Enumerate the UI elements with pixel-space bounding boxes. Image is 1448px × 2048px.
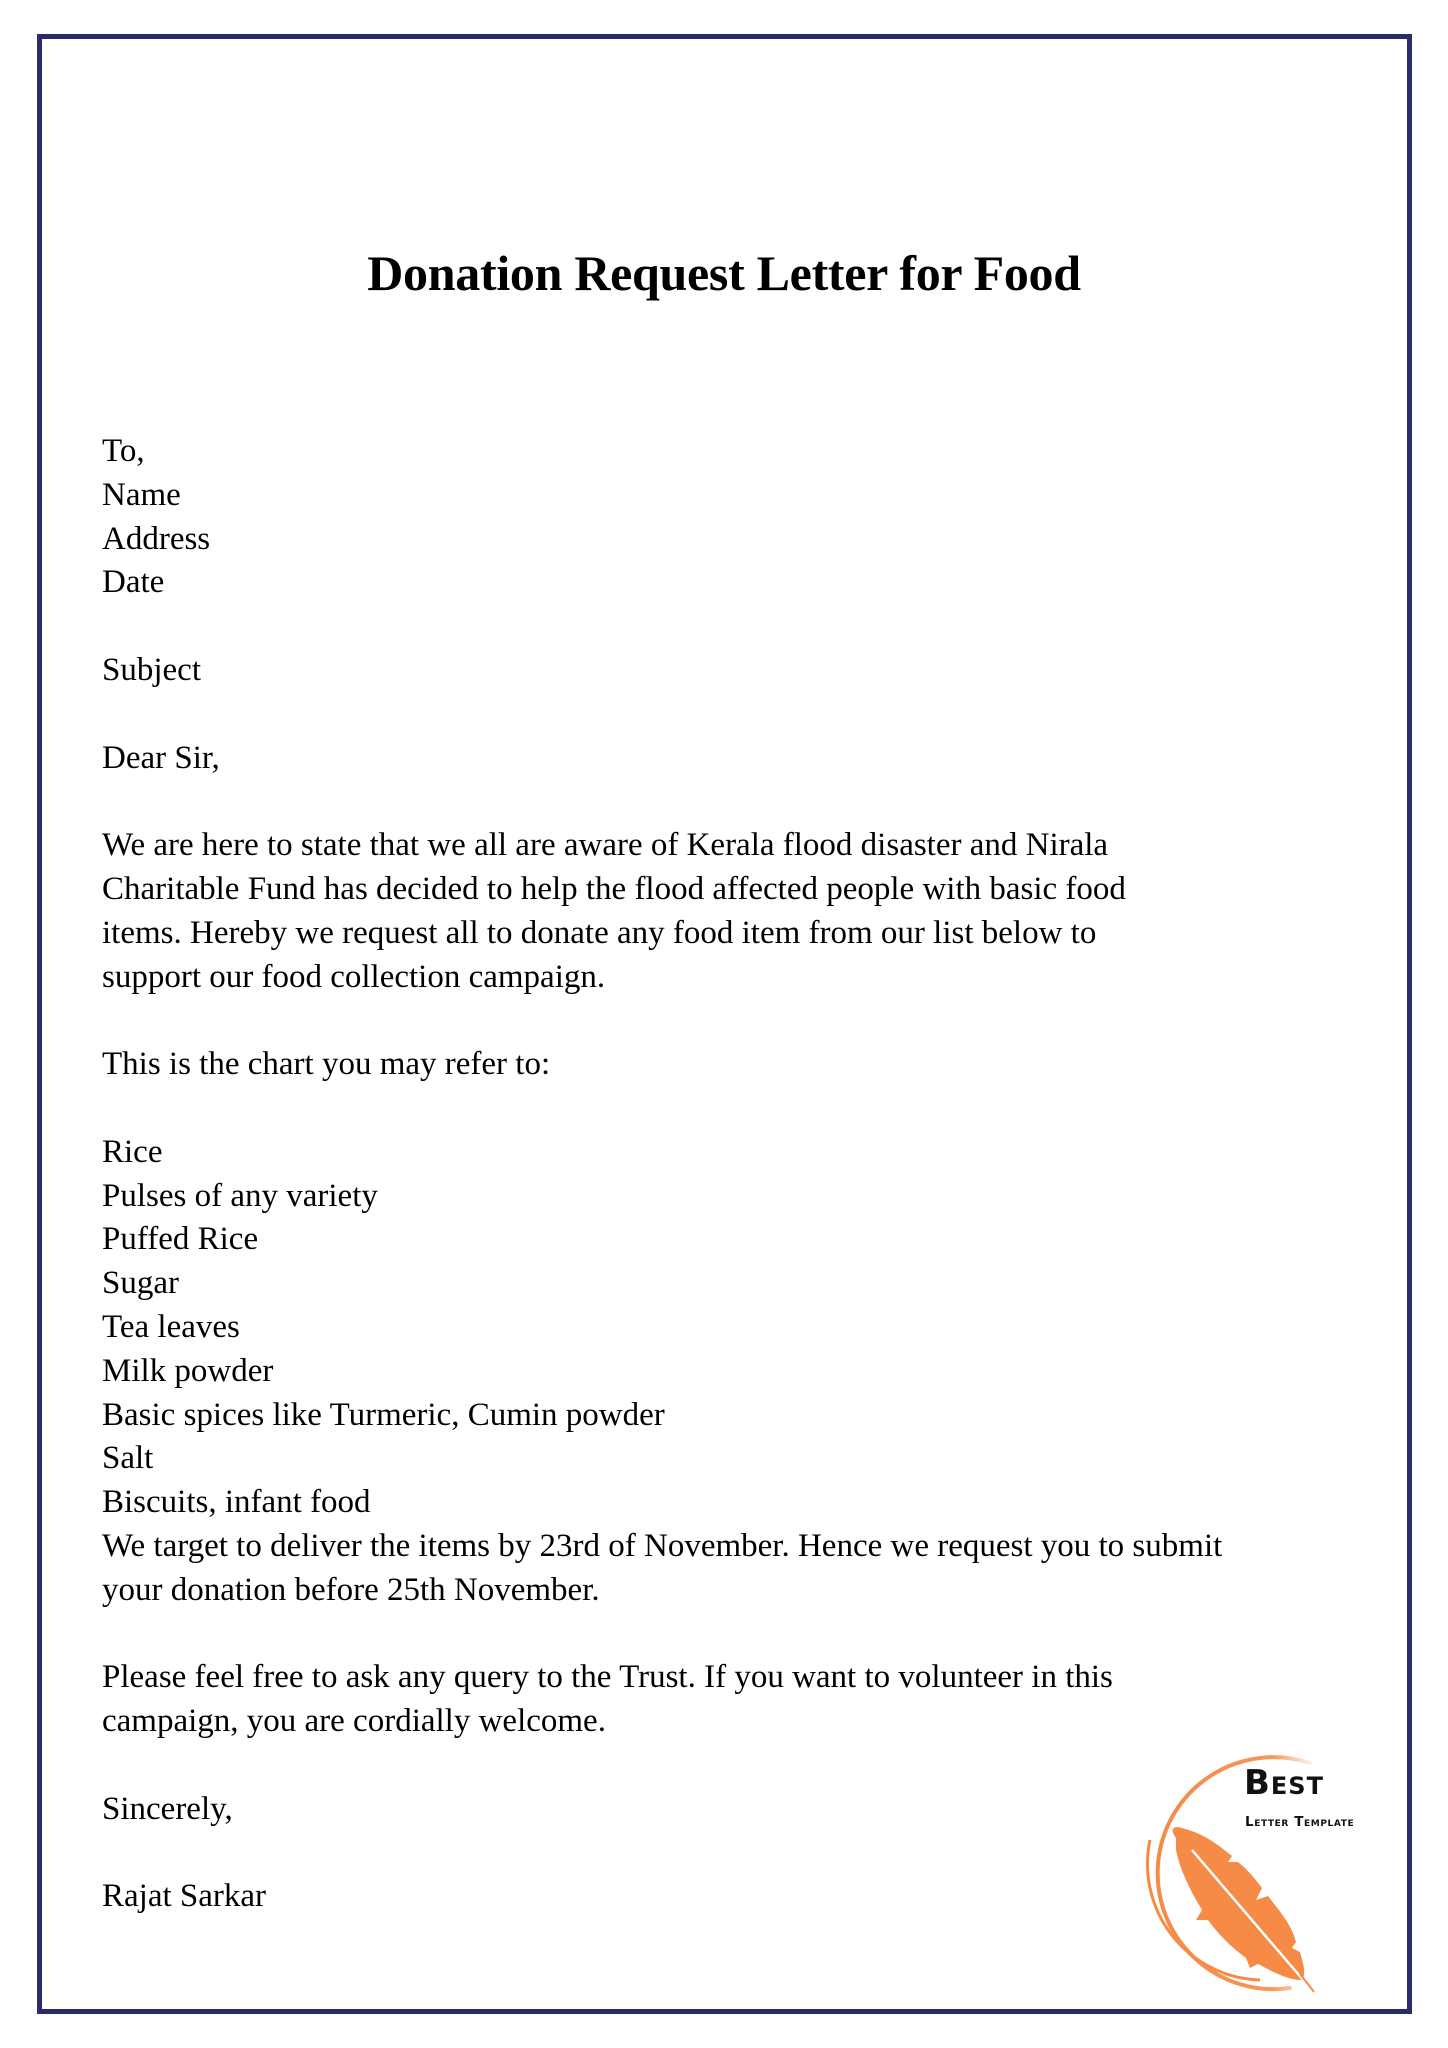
deadline-paragraph [102, 1525, 1392, 1613]
signature-name: Rajat Sarkar [102, 1878, 267, 1915]
chart-intro: This is the chart you may refer to: [102, 1046, 551, 1083]
logo-brand-main: Best [1244, 1763, 1324, 1803]
recipient-name: Name [102, 476, 181, 513]
list-item: Salt [102, 1440, 154, 1477]
paragraph-line: We are here to state that we all are aware of Kerala flood disaster and Nirala [102, 827, 1109, 864]
recipient-to: To, [102, 433, 145, 469]
paragraph-line: campaign, you are cordially welcome. [102, 1703, 606, 1740]
paragraph-line: Charitable Fund has decided to help the flood affected people with basic food [102, 870, 1126, 907]
sign-off: Sincerely, [102, 1790, 233, 1827]
subject-line: Subject [102, 651, 201, 688]
spacer [102, 780, 1392, 824]
list-item: Milk powder [102, 1352, 274, 1389]
recipient-block [102, 430, 1392, 605]
letter-title: Donation Request Letter for Food [367, 244, 1081, 301]
list-item: Biscuits, infant food [102, 1484, 371, 1521]
list-item: Basic spices like Turmeric, Cumin powder [102, 1396, 665, 1433]
paragraph-line: items. Hereby we request all to donate any food item from our list below to [102, 914, 1097, 951]
paragraph-line: Please feel free to ask any query to the Trust. If you want to volunteer in this [102, 1659, 1113, 1696]
recipient-date: Date [102, 564, 165, 601]
spacer [102, 605, 1392, 649]
letter-body [102, 430, 1392, 1919]
recipient-address: Address [102, 520, 211, 557]
list-item: Sugar [102, 1265, 179, 1302]
spacer [102, 1087, 1392, 1131]
list-item: Pulses of any variety [102, 1177, 378, 1214]
spacer [102, 999, 1392, 1043]
paragraph-line: your donation before 25th November. [102, 1571, 600, 1608]
paragraph-line: support our food collection campaign. [102, 958, 606, 995]
logo-brand-sub: Letter Template [1245, 1814, 1355, 1830]
list-item: Rice [102, 1133, 163, 1170]
list-item: Puffed Rice [102, 1221, 259, 1258]
spacer [102, 1613, 1392, 1657]
spacer [102, 693, 1392, 737]
salutation: Dear Sir, [102, 739, 220, 776]
food-item-list [102, 1131, 1392, 1525]
paragraph-line: We target to deliver the items by 23rd of November. Hence we request you to submit [102, 1527, 1223, 1564]
intro-paragraph [102, 824, 1392, 999]
best-letter-template-logo [1110, 1730, 1410, 2010]
list-item: Tea leaves [102, 1308, 240, 1345]
